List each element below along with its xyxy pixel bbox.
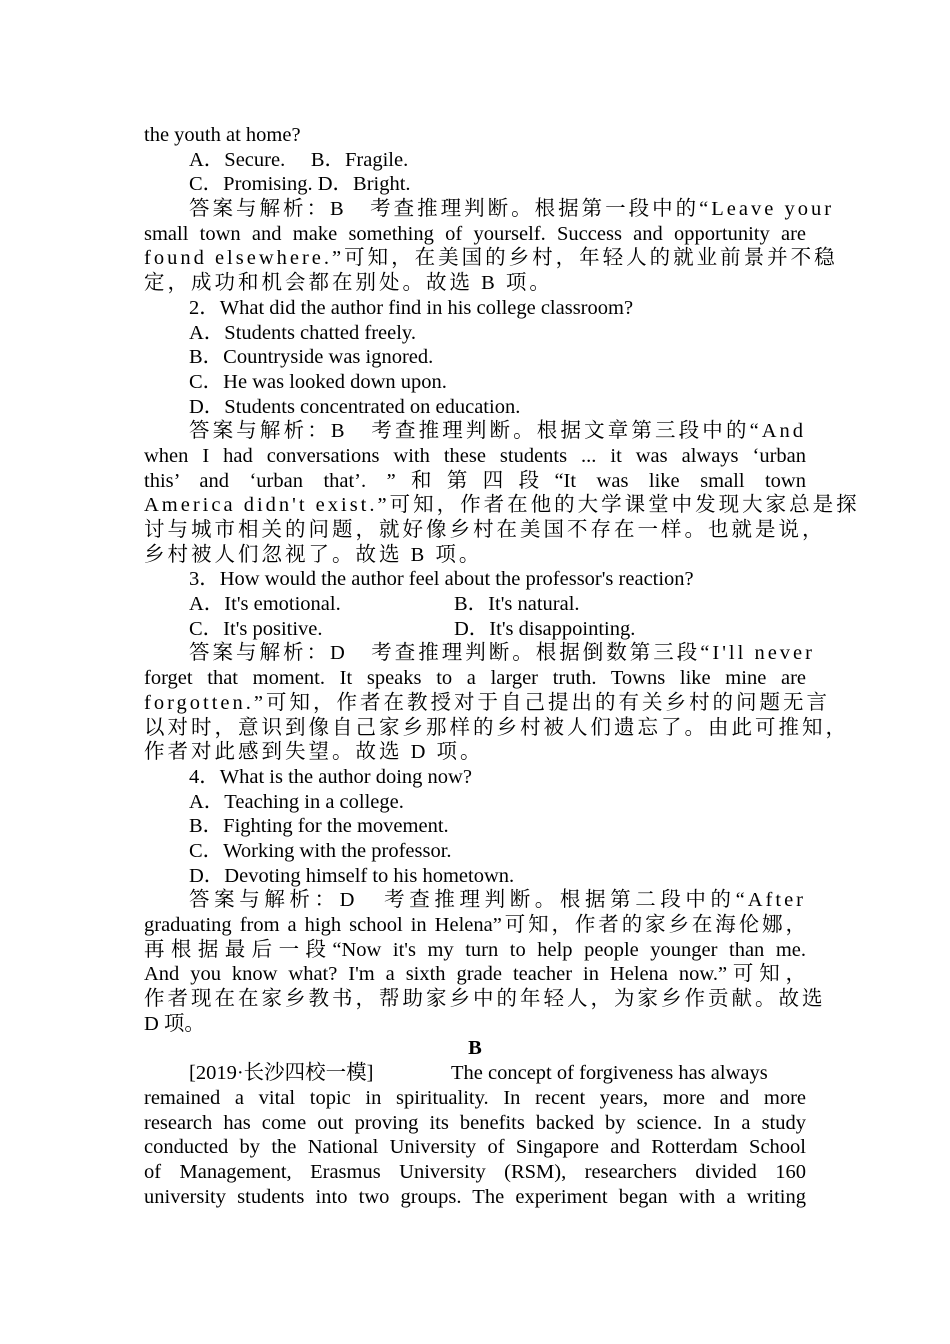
question-1-options-row-2: C．Promising. D．Bright. — [189, 173, 411, 196]
question-2-option: A．Students chatted freely. — [189, 321, 416, 344]
passage-line: of Management, Erasmus University (RSM), researchers divided 160 — [144, 1160, 806, 1183]
answer-4-line: And you know what? I'm a sixth grade teacher in Helena now.”可知， — [144, 963, 806, 986]
passage-opening: The concept of forgiveness has always — [451, 1062, 768, 1085]
question-3-option-c: C．It's positive. — [189, 617, 323, 640]
passage-line: university students into two groups. The experiment began with a writing — [144, 1185, 806, 1208]
question-2: 2．What did the author find in his college classroom? — [189, 296, 634, 319]
question-1-options-row-1: A．Secure. B．Fragile. — [189, 148, 409, 171]
answer-1-line: small town and make something of yourself. Success and opportunity are — [144, 222, 806, 245]
answer-3-line: 以对时，意识到像自己家乡那样的乡村被人们遗忘了。由此可推知， — [144, 716, 849, 739]
question-3-options-row-2 — [144, 617, 806, 642]
passage-line: conducted by the National University of Singapore and Rotterdam School — [144, 1136, 806, 1159]
answer-2-line: this’ and ‘urban that’. ”和第四段“It was like small town — [144, 469, 806, 492]
answer-2-line: America didn't exist.”可知，作者在他的大学课堂中发现大家总是探 — [144, 494, 860, 517]
question-4-option: B．Fighting for the movement. — [189, 815, 449, 838]
question-4-option: C．Working with the professor. — [189, 839, 452, 862]
question-2-option: D．Students concentrated on education. — [189, 395, 521, 418]
passage-first-line — [144, 1061, 806, 1086]
answer-1-line: found elsewhere.”可知，在美国的乡村，年轻人的就业前景并不稳 — [144, 247, 838, 270]
answer-4-line: 再根据最后一段“Now it's my turn to help people younger than me. — [144, 938, 806, 961]
document-page — [144, 123, 860, 1209]
question-4-option: D．Devoting himself to his hometown. — [189, 864, 515, 887]
answer-2-line: 讨与城市相关的问题，就好像乡村在美国不存在一样。也就是说， — [144, 519, 826, 541]
answer-2-line: 乡村被人们忽视了。故选 B 项。 — [144, 543, 483, 566]
answer-3-line: forgotten.”可知，作者在教授对于自己提出的有关乡村的问题无言 — [144, 691, 830, 714]
answer-1-line: 定，成功和机会都在别处。故选 B 项。 — [144, 272, 553, 295]
question-4: 4．What is the author doing now? — [189, 765, 472, 788]
question-1-tail: the youth at home? — [144, 124, 301, 146]
question-3-option-b: B．It's natural. — [454, 593, 580, 616]
answer-3-line: 答案与解析：D 考查推理判断。根据倒数第三段“I'll never — [189, 642, 815, 665]
answer-1-line: 答案与解析：B 考查推理判断。根据第一段中的“Leave your — [189, 198, 835, 221]
question-4-option: A．Teaching in a college. — [189, 790, 404, 813]
question-3-option-d: D．It's disappointing. — [454, 617, 636, 640]
question-2-option: C．He was looked down upon. — [189, 370, 447, 393]
answer-4-line: 作者现在在家乡教书，帮助家乡中的年轻人，为家乡作贡献。故选 — [144, 988, 826, 1011]
passage-line: research has come out proving its benefits backed by science. In a study — [144, 1111, 806, 1134]
question-3: 3．How would the author feel about the professor's reaction? — [189, 568, 694, 591]
answer-3-line: 作者对此感到失望。故选 D 项。 — [144, 741, 484, 764]
answer-4-line: D 项。 — [144, 1012, 205, 1035]
section-heading: B — [468, 1037, 482, 1060]
answer-4-line: graduating from a high school in Helena”可知，作者的家乡在海伦娜， — [144, 914, 806, 936]
answer-2-line: when I had conversations with these students ... it was always ‘urban — [144, 444, 806, 467]
passage-source: [2019·长沙四校一模] — [189, 1062, 374, 1085]
answer-4-line: 答案与解析：D 考查推理判断。根据第二段中的“After — [189, 889, 806, 912]
passage-line: remained a vital topic in spirituality. In recent years, more and more — [144, 1086, 806, 1109]
question-2-option: B．Countryside was ignored. — [189, 346, 434, 369]
answer-3-line: forget that moment. It speaks to a larger truth. Towns like mine are — [144, 667, 806, 690]
question-3-options-row-1 — [144, 592, 806, 617]
question-3-option-a: A．It's emotional. — [189, 593, 341, 616]
answer-2-line: 答案与解析：B 考查推理判断。根据文章第三段中的“And — [189, 420, 806, 443]
